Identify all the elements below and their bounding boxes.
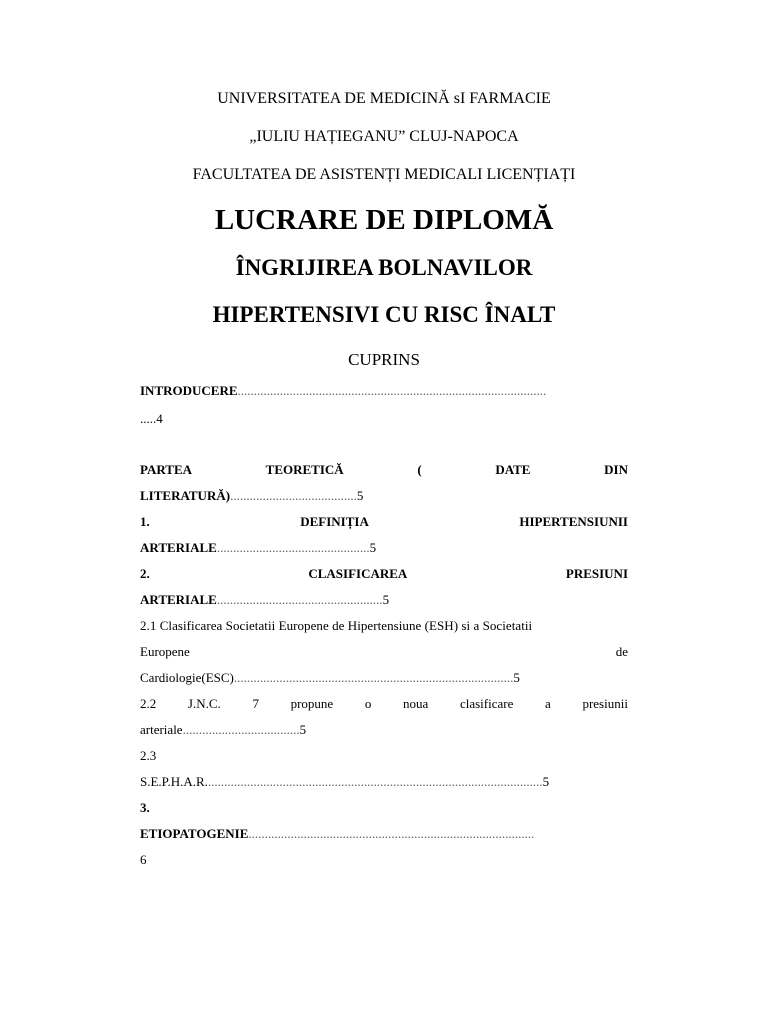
toc-entry-partea-teoretica-cont [140, 488, 628, 504]
toc-label: INTRODUCERE [140, 383, 238, 398]
toc-word: Europene [140, 644, 190, 659]
thesis-title-line-1: ÎNGRIJIREA BOLNAVILOR [235, 255, 533, 280]
toc-word: o [364, 696, 372, 711]
toc-entry-definitia [140, 514, 628, 530]
toc-label: 2.1 Clasificarea Societatii Europene de Hipertensiune (ESH) si a Societatii [140, 618, 533, 633]
toc-word: ( [417, 462, 422, 477]
toc-page-number: 5 [382, 592, 390, 607]
toc-word: noua [403, 696, 429, 711]
toc-entry-esh-cont [140, 644, 628, 660]
toc-word: J.N.C. [187, 696, 221, 711]
thesis-title-line-2: HIPERTENSIVI CU RISC ÎNALT [212, 302, 556, 327]
toc-word: CLASIFICAREA [308, 566, 408, 581]
toc-label: S.E.P.H.A.R. [140, 774, 208, 789]
toc-entry-sephar-number [140, 748, 628, 764]
toc-page-number: 5 [369, 540, 377, 555]
toc-entry-jnc [140, 696, 628, 712]
toc-entry-jnc-cont [140, 722, 628, 738]
toc-entry-introducere [140, 383, 628, 399]
toc-word: clasificare [459, 696, 514, 711]
toc-word: propune [290, 696, 334, 711]
toc-word: presiunii [582, 696, 628, 711]
toc-page-number: 5 [542, 774, 550, 789]
toc-label: ETIOPATOGENIE [140, 826, 249, 841]
toc-word: PRESIUNI [565, 566, 628, 581]
toc-entry-etiopatogenie-number [140, 800, 628, 816]
toc-word: a [545, 696, 551, 711]
toc-word: de [615, 644, 628, 659]
toc-leader-dots: ...................................................................................... [233, 670, 514, 685]
toc-label: Cardiologie(ESC) [140, 670, 234, 685]
toc-page-number: .....4 [140, 411, 163, 426]
toc-word: HIPERTENSIUNII [519, 514, 628, 529]
toc-page-number: 5 [513, 670, 520, 685]
toc-entry-clasificarea [140, 566, 628, 582]
toc-entry-partea-teoretica [140, 462, 628, 478]
toc-entry-etiopatogenie [140, 826, 628, 842]
toc-number: 2.3 [140, 748, 157, 763]
toc-entry-introducere-page [140, 411, 628, 427]
toc-page-number: 5 [356, 488, 364, 503]
toc-page-number: 6 [140, 852, 147, 867]
toc-word: PARTEA [140, 462, 193, 477]
toc-number: 2. [140, 566, 150, 581]
toc-leader-dots: ....................................... [230, 488, 357, 503]
toc-leader-dots: ............................................................................................... [237, 383, 547, 398]
toc-entry-clasificarea-cont [140, 592, 628, 608]
university-subname: „IULIU HAȚIEGANU” CLUJ-NAPOCA [249, 128, 519, 145]
toc-label: arteriale [140, 722, 183, 737]
toc-page-number: 5 [299, 722, 307, 737]
toc-entry-sephar [140, 774, 628, 790]
toc-label: LITERATURĂ) [140, 488, 231, 503]
toc-word: DIN [604, 462, 628, 477]
toc-word: DEFINIȚIA [300, 514, 369, 529]
toc-word: TEORETICĂ [265, 462, 344, 477]
toc-entry-definitia-cont [140, 540, 628, 556]
toc-label: ARTERIALE [140, 592, 217, 607]
university-name: UNIVERSITATEA DE MEDICINĂ sI FARMACIE [217, 90, 551, 107]
toc-leader-dots: .................................... [182, 722, 300, 737]
toc-leader-dots: ....................................................................................................... [207, 774, 543, 789]
thesis-type-title: LUCRARE DE DIPLOMĂ [214, 204, 554, 236]
toc-heading: CUPRINS [348, 350, 420, 369]
toc-number: 3. [140, 800, 150, 815]
toc-number: 1. [140, 514, 150, 529]
toc-entry-etiopatogenie-page [140, 852, 628, 868]
toc-word: 7 [252, 696, 259, 711]
toc-leader-dots: ................................................... [216, 592, 383, 607]
toc-entry-esh [140, 618, 628, 634]
toc-label: ARTERIALE [140, 540, 217, 555]
toc-leader-dots: ............................................... [216, 540, 370, 555]
toc-word: DATE [495, 462, 531, 477]
toc-leader-dots: ........................................................................................ [248, 826, 535, 841]
toc-number: 2.2 [140, 696, 157, 711]
faculty-name: FACULTATEA DE ASISTENȚI MEDICALI LICENȚIAȚI [192, 166, 576, 183]
toc-entry-esh-cont2 [140, 670, 628, 686]
